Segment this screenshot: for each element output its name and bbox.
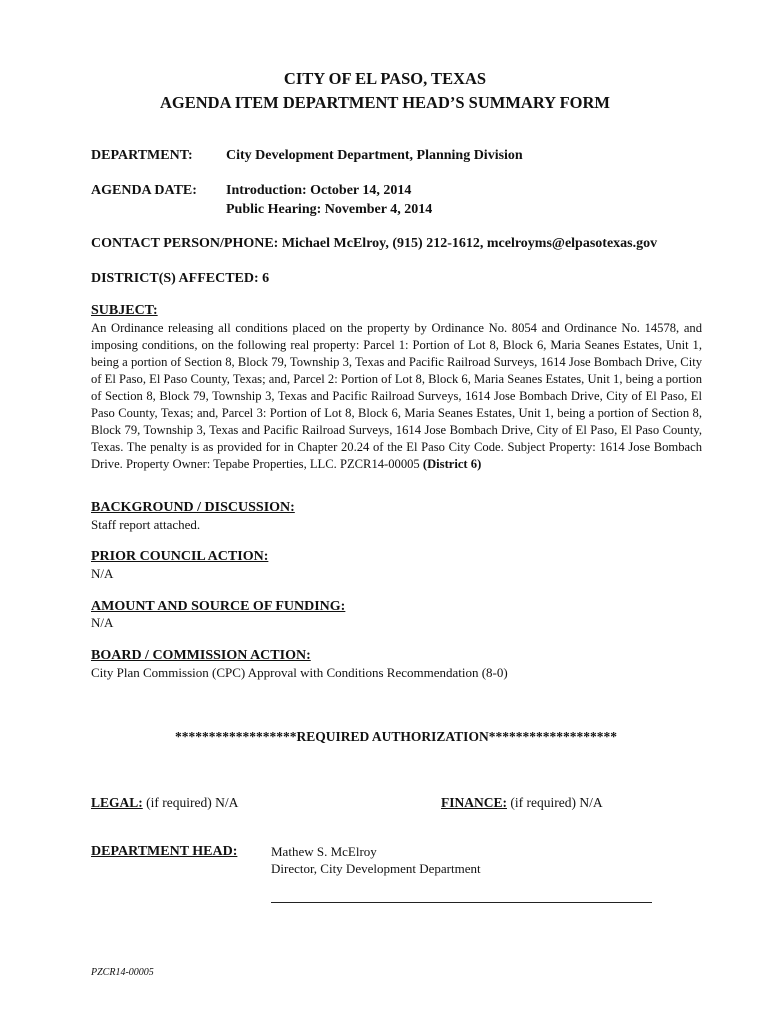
legal-text: (if required) N/A: [142, 795, 239, 810]
finance-text: (if required) N/A: [507, 795, 603, 810]
city-title: CITY OF EL PASO, TEXAS: [283, 69, 487, 88]
districts-affected: DISTRICT(S) AFFECTED: 6: [91, 271, 270, 286]
funding-heading: AMOUNT AND SOURCE OF FUNDING:: [91, 599, 346, 614]
subject-heading: SUBJECT:: [91, 303, 158, 318]
department-value: City Development Department, Planning Division: [226, 148, 523, 163]
finance-label: FINANCE:: [441, 795, 507, 810]
department-head-name: Mathew S. McElroy: [271, 844, 377, 859]
board-action-heading: BOARD / COMMISSION ACTION:: [91, 648, 311, 663]
background-text: Staff report attached.: [91, 517, 201, 532]
form-title: AGENDA ITEM DEPARTMENT HEAD’S SUMMARY FORM: [160, 93, 610, 112]
background-heading: BACKGROUND / DISCUSSION:: [91, 500, 295, 515]
department-head-title: Director, City Development Department: [271, 861, 481, 876]
prior-action-heading: PRIOR COUNCIL ACTION:: [91, 549, 269, 564]
funding-text: N/A: [91, 615, 114, 630]
contact-person: CONTACT PERSON/PHONE: Michael McElroy, (915) 212-1612, mcelroyms@elpasotexas.gov: [91, 236, 658, 251]
footer-code: PZCR14-00005: [91, 967, 154, 978]
department-head-label: DEPARTMENT HEAD:: [91, 844, 238, 859]
board-action-text: City Plan Commission (CPC) Approval with Conditions Recommendation (8-0): [91, 665, 508, 680]
introduction-date: Introduction: October 14, 2014: [226, 183, 412, 198]
public-hearing-date: Public Hearing: November 4, 2014: [226, 202, 433, 217]
required-authorization-banner: ******************REQUIRED AUTHORIZATION*******************: [175, 729, 617, 744]
agenda-date-label: AGENDA DATE:: [91, 183, 197, 198]
finance-line: [441, 795, 603, 811]
department-label: DEPARTMENT:: [91, 148, 193, 163]
legal-label: LEGAL:: [91, 795, 143, 810]
subject-text: An Ordinance releasing all conditions placed on the property by Ordinance No. 8054 and Ordinance No. 14578, and imposing conditions, on the following real property: Parcel 1: Portion of Lot 8, Block 6, Maria Seanes Estates, Unit 1, being a portion of Section 8, Block 79, Township 3, Texas and Pacific Railroad Surveys, 1614 Jose Bombach Drive, City of El Paso, El Paso County, Texas; and, Parcel 2: Portion of Lot 8, Block 6, Maria Seanes Estates, Unit 1, being a portion of Section 8, Block 79, Township 3, Texas and Pacific Railroad Surveys, 1614 Jose Bombach Drive, City of El Paso, El Paso County, Texas; and, Parcel 3: Portion of Lot 8, Block 6, Maria Seanes Estates, Unit 1, being a portion of Section 8, Block 79, Township 3, Texas and Pacific Railroad Surveys, 1614 Jose Bombach Drive, City of El Paso, El Paso County, Texas. The penalty is as provided for in Chapter 20.24 of the El Paso City Code. Subject Property: 1614 Jose Bombach Drive. Property Owner: Tepabe Properties, LLC. PZCR14-00005: [91, 321, 702, 471]
subject-district-tag: (District 6): [422, 457, 482, 471]
subject-body: [91, 320, 702, 473]
legal-line: [91, 795, 238, 811]
signature-line: [271, 902, 652, 903]
prior-action-text: N/A: [91, 566, 114, 581]
